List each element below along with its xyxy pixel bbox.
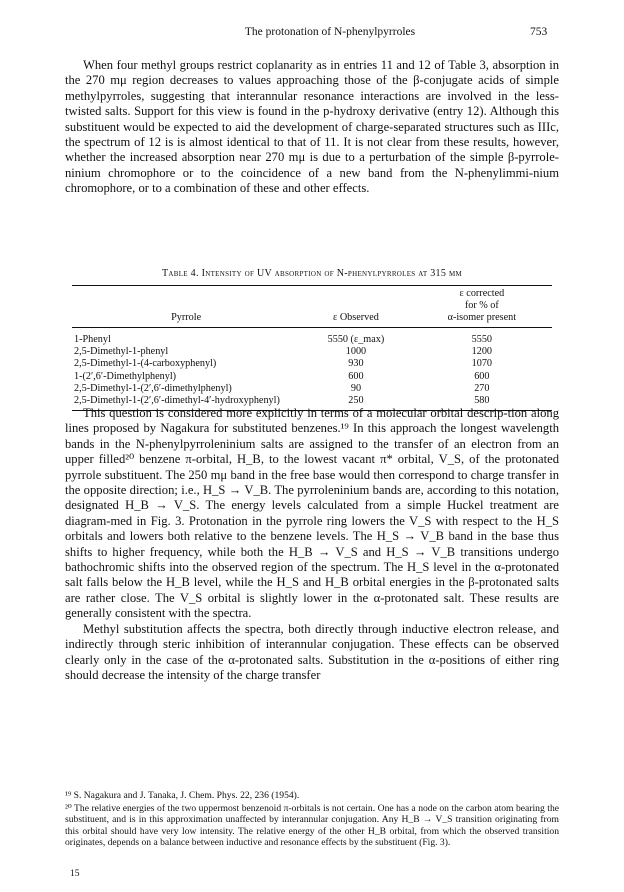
- col-header-pyrrole: Pyrrole: [72, 286, 300, 328]
- cell-corrected: 580: [412, 395, 552, 411]
- cell-observed: 90: [350, 382, 362, 394]
- cell-observed: 600: [348, 370, 364, 382]
- running-title: The protonation of N-phenylpyrroles: [244, 26, 416, 38]
- signature-mark: 15: [70, 868, 80, 879]
- table-row: [72, 346, 552, 358]
- col-header-corrected-line3: α-isomer present: [447, 312, 517, 323]
- table-header-row: [72, 286, 552, 328]
- footnote-19: ¹⁹ S. Nagakura and J. Tanaka, J. Chem. Phys. 22, 236 (1954).: [65, 790, 300, 801]
- col-header-observed: ε Observed: [300, 286, 411, 328]
- cell-observed: 250: [300, 395, 411, 411]
- cell-observed: 1000: [345, 346, 367, 358]
- cell-pyrrole: 2,5-Dimethyl-1-phenyl: [74, 346, 169, 358]
- table-row: [72, 328, 552, 347]
- table-row: [72, 383, 552, 395]
- cell-pyrrole: 2,5-Dimethyl-1-(2′,6′-dimethylphenyl): [74, 382, 232, 394]
- cell-pyrrole: 1-Phenyl: [74, 334, 111, 345]
- body-text-bottom: [65, 406, 559, 683]
- cell-pyrrole: 2,5-Dimethyl-1-(4-carboxyphenyl): [74, 358, 217, 370]
- cell-corrected: 600: [474, 370, 490, 382]
- table-title: Intensity of UV absorption of N-phenylpyrroles at 315 mμ: [201, 268, 463, 279]
- table-row: [72, 358, 552, 370]
- footnote-20: ²⁰ The relative energies of the two uppermost benzenoid π-orbitals is not certain. One has a node on the carbon atom bearing the substituent, and is in this approximation unaffected by interannular conjugation. Any H_B → V_S transition originating from this orbital should have very low intensity. The relative energy of the other H_B orbital, from which the observed transition originates, depends on a balance between inductive and resonance effects by the substituent (Fig. 3).: [65, 802, 559, 849]
- cell-corrected: 1200: [471, 346, 493, 358]
- cell-corrected: 5550: [471, 334, 493, 345]
- table-label: Table 4.: [161, 268, 199, 279]
- col-header-corrected-line1: ε corrected: [459, 288, 505, 299]
- cell-corrected: 1070: [471, 358, 493, 370]
- cell-pyrrole: 2,5-Dimethyl-1-(2′,6′-dimethyl-4′-hydroxyphenyl): [72, 395, 300, 411]
- paragraph-1: When four methyl groups restrict coplanarity as in entries 11 and 12 of Table 3, absorption in the 270 mμ region decreases to values approaching those of the β-conjugate acids of simple methylpyrroles, suggesting that interannular resonance interactions are involved in the less-twisted salts. Support for this view is found in the p-hydroxy derivative (entry 12). Although this substituent would be expected to aid the development of charge-separated structures such as IIIc, the spectrum of 12 is is almost identical to that of 11. It is not clear from these results, however, whether the increased absorption near 270 mμ is due to a perturbation of the simple β-pyrrole-ninium chromophore or to the coincidence of a new band from the N-phenylimmi-nium chromophore, or to a combination of these and other effects.: [65, 58, 559, 196]
- paragraph-2: This question is considered more explicitly in terms of a molecular orbital descrip-tion along lines proposed by Nagakura for substituted benzenes.¹⁹ In this approach the longest wavelength bands in the N-phenylpyrroleninium salts are assigned to the transfer of an electron from an upper filled²⁰ benzene π-orbital, H_B, to the lowest vacant π* orbital, V_S, of the protonated pyrrole substituent. The 250 mμ band in the free base would then correspond to charge transfer in the opposite direction; i.e., H_S → V_B. The pyrroleninium bands are, according to this notation, designated H_B → V_S. The energy levels calculated from a simple Huckel treatment are diagram-med in Fig. 3. Protonation in the pyrrole ring lowers the V_S with respect to the H_S orbitals and lowers both relative to the benzene levels. The H_S → V_B band in the base thus shifts to higher frequency, while both the H_B → V_S and H_S → V_B transitions undergo bathochromic shifts into the observed region of the spectrum. The H_S level in the α-protonated salt falls below the H_B level, while the H_S and H_B orbital energies in the β-protonated salts are rather close. The V_S orbital is slightly lower in the α-protonated salt. These results are generally consistent with the spectra.: [65, 406, 559, 621]
- col-header-corrected-line2: for % of: [464, 300, 499, 311]
- table-4: [72, 285, 552, 411]
- col-header-corrected: [412, 286, 552, 328]
- body-text-top: [65, 58, 559, 197]
- table-caption: [65, 268, 559, 279]
- footnotes: [65, 790, 559, 850]
- page-number: 753: [530, 26, 548, 38]
- paragraph-3: Methyl substitution affects the spectra, both directly through inductive electron release, and indirectly through steric inhibition of interannular conjugation. These effects can be observed clearly only in the case of the α-protonated salts. Substitution in the α-positions of either ring should decrease the intensity of the charge transfer: [65, 621, 559, 682]
- cell-pyrrole: 1-(2′,6′-Dimethylphenyl): [74, 370, 177, 382]
- cell-corrected: 270: [474, 382, 490, 394]
- cell-observed: 5550 (ε_max): [327, 334, 385, 345]
- cell-observed: 930: [348, 358, 364, 370]
- table-row: [72, 371, 552, 383]
